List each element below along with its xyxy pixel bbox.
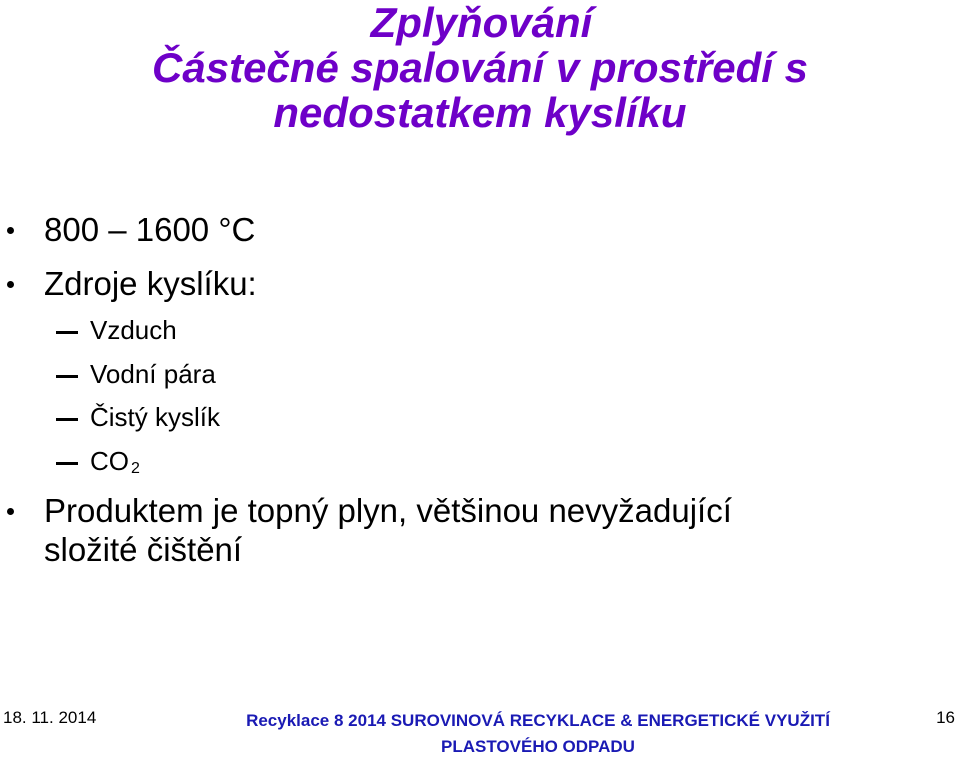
bullet-product — [44, 491, 732, 569]
slide-title — [0, 0, 960, 135]
bullet-temperature: 800 – 1600 °C — [44, 211, 256, 248]
sub-item-pure-oxygen: Čistý kyslík — [90, 402, 220, 432]
title-line-2: Částečné spalování v prostředí s — [152, 44, 808, 91]
sub-item-steam: Vodní pára — [90, 359, 216, 389]
page-number: 16 — [936, 708, 955, 727]
footer-title-line-2: PLASTOVÉHO ODPADU — [441, 737, 635, 756]
title-line-1: Zplyňování — [370, 0, 593, 46]
co2-text: CO — [90, 446, 129, 476]
product-line-2: složité čištění — [44, 531, 243, 568]
co2-subscript: 2 — [131, 460, 140, 477]
footer-date: 18. 11. 2014 — [3, 708, 97, 727]
slide-footer — [0, 706, 960, 756]
footer-title — [168, 708, 908, 760]
product-line-1: Produktem je topný plyn, většinou nevyžadující — [44, 492, 732, 529]
title-line-3: nedostatkem kyslíku — [273, 89, 687, 136]
bullet-oxygen-sources: Zdroje kyslíku: — [44, 265, 257, 302]
sub-item-co2 — [90, 446, 140, 484]
footer-title-line-1: Recyklace 8 2014 SUROVINOVÁ RECYKLACE & ENERGETICKÉ VYUŽITÍ — [246, 711, 830, 730]
sub-item-air: Vzduch — [90, 315, 177, 345]
